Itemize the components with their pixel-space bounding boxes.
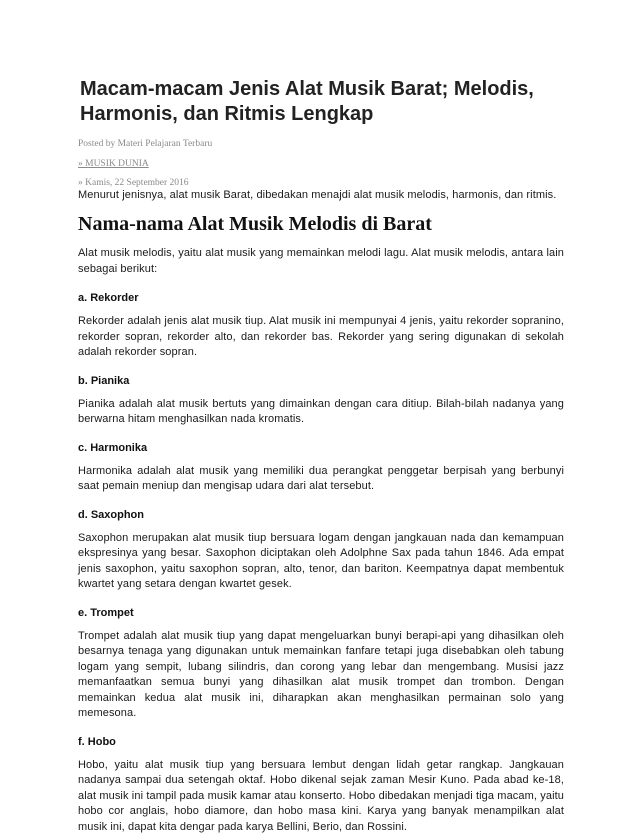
instrument-heading: e. Trompet xyxy=(78,607,564,619)
instrument-item xyxy=(78,736,564,835)
instrument-item xyxy=(78,442,564,495)
instrument-text: Saxophon merupakan alat musik tiup bersuara logam dengan jangkauan nada dan kemampuan ekspresinya yang besar. Saxophon diciptakan oleh Adolphne Sax pada tahun 1846. Ada empat jenis saxophon, yaitu saxophon sopran, alto, tenor, dan bariton. Keempatnya dapat membentuk kwartet yang setara dengan kwartet gesek. xyxy=(78,531,564,593)
instrument-text: Pianika adalah alat musik bertuts yang dimainkan dengan cara ditiup. Bilah-bilah nadanya yang berwarna hitam menghasilkan nada kromatis. xyxy=(78,397,564,428)
instrument-item xyxy=(78,292,564,361)
article-intro: Menurut jenisnya, alat musik Barat, dibedakan menajdi alat musik melodis, harmonis, dan ritmis. xyxy=(78,188,568,204)
instrument-item xyxy=(78,607,564,722)
instrument-item xyxy=(78,509,564,593)
instrument-heading: f. Hobo xyxy=(78,736,564,748)
instrument-heading: d. Saxophon xyxy=(78,509,564,521)
instrument-heading: b. Pianika xyxy=(78,375,564,387)
instrument-text: Hobo, yaitu alat musik tiup yang bersuara lembut dengan lidah getar rangkap. Jangkauan nadanya sampai dua setengah oktaf. Hobo dikenal sejak zaman Mesir Kuno. Pada abad ke-18, alat musik ini tampil pada musik kamar atau konserto. Hobo dibedakan menjadi tiga macam, yaitu hobo cor anglais, hobo diamore, dan hobo masa kini. Karya yang banyak menampilkan alat musik ini, dapat kita dengar pada karya Bellini, Berio, dan Rossini. xyxy=(78,758,564,835)
instrument-text: Rekorder adalah jenis alat musik tiup. Alat musik ini mempunyai 4 jenis, yaitu rekorder sopranino, rekorder sopran, rekorder alto, dan rekorder bas. Rekorder yang sering digunakan di sekolah adalah rekorder sopran. xyxy=(78,314,564,361)
category-link[interactable]: » MUSIK DUNIA xyxy=(78,159,149,169)
instrument-text: Harmonika adalah alat musik yang memiliki dua perangkat penggetar berpisah yang berbunyi saat pemain meniup dan mengisap udara dari alat tersebut. xyxy=(78,464,564,495)
section-heading: Nama-nama Alat Musik Melodis di Barat xyxy=(78,213,432,236)
instrument-heading: a. Rekorder xyxy=(78,292,564,304)
article-content xyxy=(78,246,564,835)
instrument-item xyxy=(78,375,564,428)
posted-by: Posted by Materi Pelajaran Terbaru xyxy=(78,139,212,149)
article-title: Macam-macam Jenis Alat Musik Barat; Melodis, Harmonis, dan Ritmis Lengkap xyxy=(80,77,580,127)
instrument-text: Trompet adalah alat musik tiup yang dapat mengeluarkan bunyi berapi-api yang dihasilkan oleh besarnya tenaga yang digunakan untuk memainkan fanfare tetapi juga disebabkan oleh tabung logam yang sempit, lubang silindris, dan corong yang lebar dan mengembang. Musisi jazz memanfaatkan semua bunyi yang dihasilkan alat musik trompet dan trombon. Dengan memainkan kedua alat musik ini, diharapkan akan menghasilkan permainan solo yang memesona. xyxy=(78,629,564,722)
section-intro: Alat musik melodis, yaitu alat musik yang memainkan melodi lagu. Alat musik melodis, antara lain sebagai berikut: xyxy=(78,246,564,277)
instrument-heading: c. Harmonika xyxy=(78,442,564,454)
post-date: » Kamis, 22 September 2016 xyxy=(78,178,189,188)
